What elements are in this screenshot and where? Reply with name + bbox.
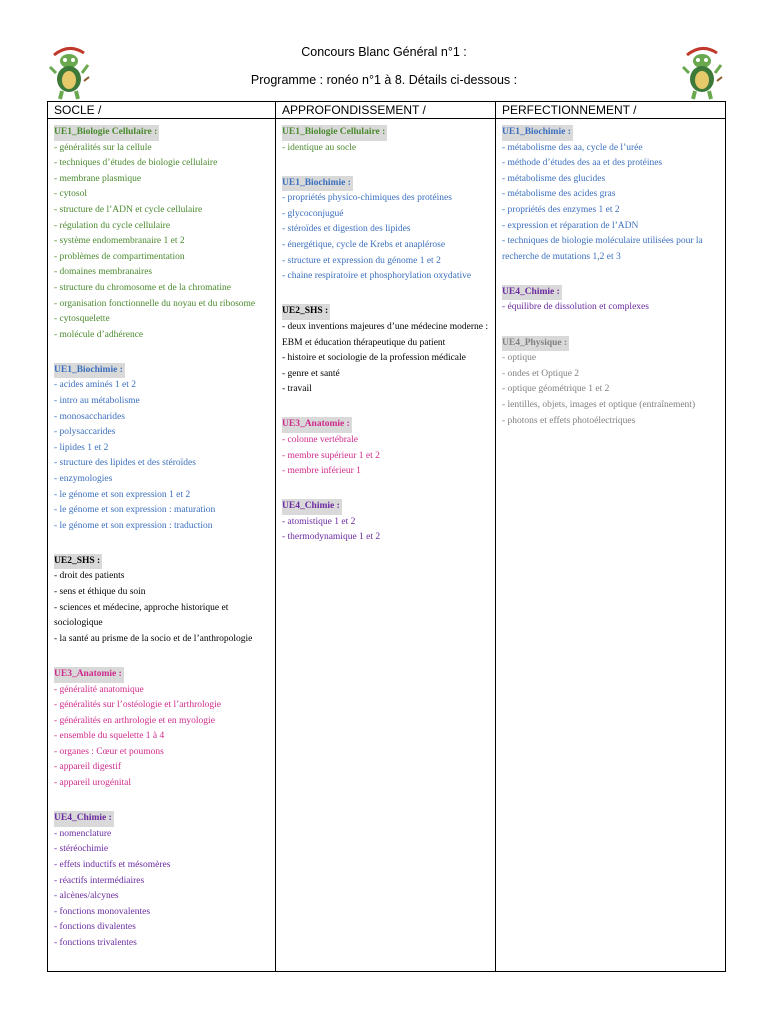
- section-block: [54, 121, 271, 343]
- section-block: [54, 550, 271, 648]
- section-block: [502, 281, 721, 316]
- list-item: - molécule d’adhérence: [54, 329, 144, 340]
- list-item: - histoire et sociologie de la profession médicale: [282, 353, 466, 364]
- page-subtitle: Programme : ronéo n°1 à 8. Détails ci-dessous :: [250, 73, 518, 87]
- list-item: - structure des lipides et des stéroïdes: [54, 458, 196, 469]
- section-title: UE4_Physique :: [502, 336, 569, 352]
- table-header-row: [48, 102, 726, 119]
- list-item: - membre inférieur 1: [282, 466, 361, 477]
- list-item: - stéréochimie: [54, 844, 109, 855]
- list-item: - métabolisme des glucides: [502, 173, 606, 184]
- list-item: - glycoconjugué: [282, 208, 344, 219]
- list-item: - généralité anatomique: [54, 684, 144, 695]
- list-item: - fonctions divalentes: [54, 922, 136, 933]
- section-block: [282, 300, 491, 398]
- section-block: [54, 663, 271, 792]
- section-block: [54, 807, 271, 951]
- list-item: - fonctions trivalentes: [54, 937, 137, 948]
- list-item: - organes : Cœur et poumons: [54, 746, 164, 757]
- section-block: [54, 359, 271, 535]
- section-title: UE1_Biochimie :: [282, 176, 353, 192]
- list-item: - chaine respiratoire et phosphorylation oxydative: [282, 271, 472, 282]
- list-item: - membrane plasmique: [54, 173, 142, 184]
- list-item: - alcènes/alcynes: [54, 891, 119, 902]
- list-item: - thermodynamique 1 et 2: [282, 532, 381, 543]
- list-item: - cytosol: [54, 189, 87, 200]
- section-title: UE1_Biologie Cellulaire :: [282, 125, 387, 141]
- list-item: - le génome et son expression : maturation: [54, 505, 216, 516]
- list-item: - cytosquelette: [54, 314, 110, 325]
- list-item: - métabolisme des acides gras: [502, 189, 616, 200]
- list-item: - deux inventions majeures d’une médecine moderne : EBM et éducation thérapeutique du patient: [282, 321, 489, 348]
- column-header-perfectionnement: PERFECTIONNEMENT /: [496, 102, 726, 119]
- list-item: - sciences et médecine, approche historique et sociologique: [54, 602, 229, 629]
- list-item: - nomenclature: [54, 828, 112, 839]
- list-item: - ensemble du squelette 1 à 4: [54, 731, 165, 742]
- list-item: - domaines membranaires: [54, 267, 153, 278]
- section-title: UE1_Biologie Cellulaire :: [54, 125, 159, 141]
- list-item: - régulation du cycle cellulaire: [54, 220, 171, 231]
- list-item: - effets inductifs et mésomères: [54, 859, 171, 870]
- list-item: - énergétique, cycle de Krebs et anaplérose: [282, 240, 446, 251]
- column-approfondissement: [276, 119, 496, 972]
- list-item: - appareil digestif: [54, 762, 122, 773]
- section-title: UE4_Chimie :: [54, 811, 114, 827]
- column-perfectionnement: [496, 119, 726, 972]
- table-body-row: [48, 119, 726, 972]
- list-item: - généralités sur la cellule: [54, 142, 152, 153]
- list-item: - système endomembranaire 1 et 2: [54, 236, 185, 247]
- list-item: - organisation fonctionnelle du noyau et du ribosome: [54, 298, 256, 309]
- column-header-approfondissement: APPROFONDISSEMENT /: [276, 102, 496, 119]
- list-item: - identique au socle: [282, 142, 357, 153]
- list-item: - équilibre de dissolution et complexes: [502, 302, 649, 313]
- list-item: - structure de l’ADN et cycle cellulaire: [54, 204, 203, 215]
- list-item: - réactifs intermédiaires: [54, 875, 145, 886]
- list-item: - optique géométrique 1 et 2: [502, 384, 610, 395]
- section-title: UE4_Chimie :: [282, 499, 342, 515]
- list-item: - monosaccharides: [54, 411, 125, 422]
- section-title: UE1_Biochimie :: [502, 125, 573, 141]
- column-header-socle: SOCLE /: [48, 102, 276, 119]
- list-item: - enzymologies: [54, 473, 113, 484]
- list-item: - genre et santé: [282, 368, 340, 379]
- section-block: [282, 495, 491, 546]
- list-item: - appareil urogénital: [54, 778, 132, 789]
- list-item: - atomistique 1 et 2: [282, 516, 356, 527]
- list-item: - le génome et son expression : traduction: [54, 520, 213, 531]
- list-item: - travail: [282, 384, 312, 395]
- list-item: - méthode d’études des aa et des protéines: [502, 158, 663, 169]
- list-item: - sens et éthique du soin: [54, 587, 146, 598]
- section-title: UE2_SHS :: [54, 554, 102, 570]
- list-item: - problèmes de compartimentation: [54, 251, 185, 262]
- list-item: - fonctions monovalentes: [54, 906, 151, 917]
- list-item: - membre supérieur 1 et 2: [282, 450, 380, 461]
- list-item: - techniques de biologie moléculaire utilisées pour la recherche de mutations 1,2 et 3: [502, 236, 703, 262]
- column-socle: [48, 119, 276, 972]
- list-item: - photons et effets photoélectriques: [502, 415, 636, 426]
- section-title: UE2_SHS :: [282, 304, 330, 320]
- list-item: - techniques d’études de biologie cellulaire: [54, 158, 218, 169]
- list-item: - propriétés physico-chimiques des protéines: [282, 193, 452, 204]
- page-title: Concours Blanc Général n°1 :: [301, 45, 467, 59]
- list-item: - lipides 1 et 2: [54, 442, 109, 453]
- list-item: - métabolisme des aa, cycle de l’urée: [502, 142, 643, 153]
- list-item: - le génome et son expression 1 et 2: [54, 489, 191, 500]
- list-item: - droit des patients: [54, 571, 125, 582]
- list-item: - structure du chromosome et de la chromatine: [54, 282, 232, 293]
- list-item: - intro au métabolisme: [54, 396, 140, 406]
- section-block: [502, 121, 721, 265]
- list-item: - ondes et Optique 2: [502, 368, 580, 379]
- list-item: - généralités sur l’ostéologie et l’arthrologie: [54, 700, 221, 711]
- section-title: UE1_Biochimie :: [54, 363, 125, 379]
- list-item: - polysaccarides: [54, 427, 116, 438]
- list-item: - acides aminés 1 et 2: [54, 380, 137, 391]
- list-item: - propriétés des enzymes 1 et 2: [502, 204, 620, 215]
- list-item: - optique: [502, 353, 537, 364]
- section-block: [282, 413, 491, 479]
- list-item: - lentilles, objets, images et optique (entraînement): [502, 399, 696, 410]
- list-item: - colonne vertébrale: [282, 435, 358, 445]
- section-title: UE3_Anatomie :: [54, 667, 124, 683]
- program-table: [47, 101, 726, 972]
- section-block: [282, 121, 491, 156]
- section-block: [282, 172, 491, 285]
- list-item: - stéroïdes et digestion des lipides: [282, 224, 411, 235]
- list-item: - généralités en arthrologie et en myologie: [54, 715, 215, 726]
- list-item: - la santé au prisme de la socio et de l’anthropologie: [54, 633, 253, 644]
- list-item: - structure et expression du génome 1 et 2: [282, 255, 441, 266]
- list-item: - expression et réparation de l’ADN: [502, 220, 639, 231]
- section-title: UE4_Chimie :: [502, 285, 562, 301]
- section-title: UE3_Anatomie :: [282, 417, 352, 433]
- section-block: [502, 332, 721, 430]
